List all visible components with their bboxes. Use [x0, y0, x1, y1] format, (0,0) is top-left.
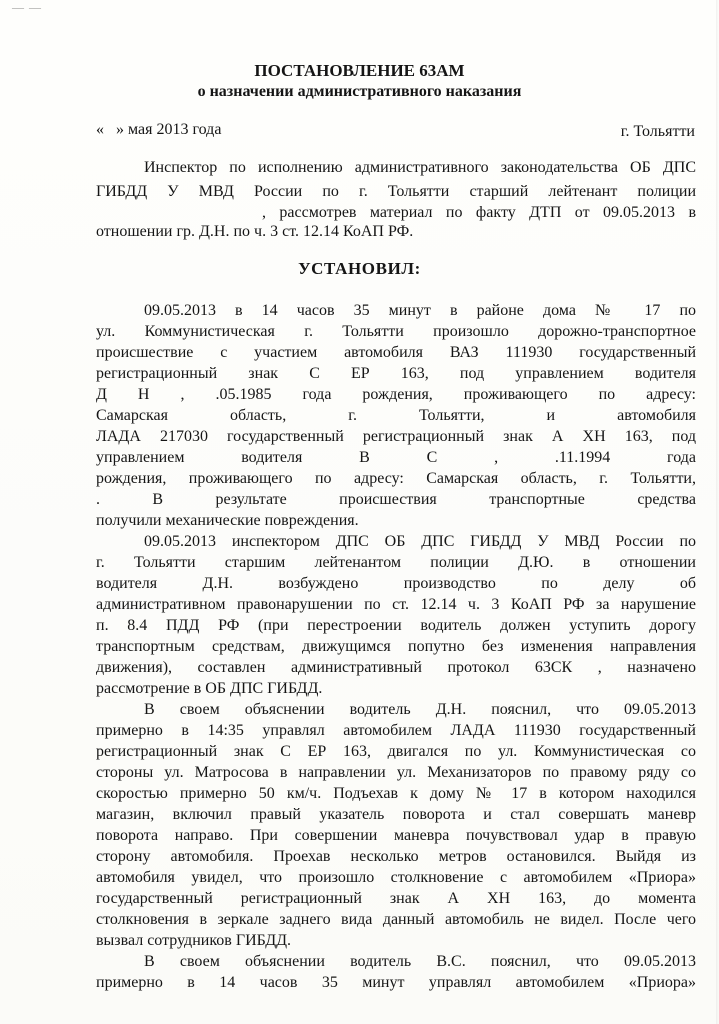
explanation2-line-2: примерно в 14 часов 35 минут управлял автомобилем «Приора» [96, 974, 696, 991]
case-line-3: водителя Д.Н. возбуждено производство по делу об [96, 575, 696, 592]
document-date: « » мая 2013 года [96, 121, 222, 138]
case-line-2: г. Тольятти старшим лейтенантом полиции Д.Ю. в отношении [96, 554, 696, 571]
intro-line-4: отношении гр. Д.Н. по ч. 3 ст. 12.14 КоАП РФ. [96, 223, 414, 240]
incident-line-7: ЛАДА 217030 государственный регистрационный знак А ХН 163, под [96, 428, 696, 445]
case-line-7: движения), составлен административный протокол 63СК , назначено [96, 659, 696, 676]
explanation1-line-3: регистрационный знак С ЕР 163, двигался по ул. Коммунистическая со [96, 743, 696, 760]
explanation1-line-1: В своем объяснении водитель Д.Н. пояснил, что 09.05.2013 [144, 701, 696, 718]
explanation1-line-10: государственный регистрационный знак А ХН 163, до момента [96, 890, 696, 907]
incident-line-9: рождения, проживающего по адресу: Самарская область, г. Тольятти, [96, 470, 696, 487]
intro-line-1: Инспектор по исполнению административного законодательства ОБ ДПС [144, 159, 696, 176]
explanation1-line-4: стороны ул. Матросова в направлении ул. Механизаторов по правому ряду со [96, 764, 696, 781]
explanation1-line-2: примерно в 14:35 управлял автомобилем ЛАДА 111930 государственный [96, 722, 696, 739]
case-line-4: административном правонарушении по ст. 12.14 ч. 3 КоАП РФ за нарушение [96, 596, 696, 613]
incident-line-3: происшествие с участием автомобиля ВАЗ 111930 государственный [96, 344, 696, 361]
incident-line-8: управлением водителя В С , .11.1994 года [96, 449, 696, 466]
incident-line-5: Д Н , .05.1985 года рождения, проживающего по адресу: [96, 386, 696, 403]
intro-line-2: ГИБДД У МВД России по г. Тольятти старший лейтенант полиции [96, 183, 696, 200]
document-city: г. Тольятти [620, 123, 695, 140]
case-line-1: 09.05.2013 инспектором ДПС ОБ ДПС ГИБДД У МВД России по [144, 533, 696, 550]
incident-line-2: ул. Коммунистическая г. Тольятти произошло дорожно-транспортное [96, 323, 696, 340]
explanation1-line-12: вызвал сотрудников ГИБДД. [96, 932, 292, 949]
explanation1-line-8: сторону автомобиля. Проехав несколько метров остановился. Выйдя из [96, 848, 696, 865]
case-line-8: рассмотрение в ОБ ДПС ГИБДД. [96, 680, 323, 697]
case-line-6: транспортным средствам, движущимся попутно без изменения направления [96, 638, 696, 655]
incident-line-4: регистрационный знак С ЕР 163, под управлением водителя [96, 365, 696, 382]
explanation1-line-6: магазин, включил правый указатель поворота и стал совершать маневр [96, 806, 696, 823]
explanation1-line-5: скоростью примерно 50 км/ч. Подъехав к дому № 17 в котором находился [96, 785, 696, 802]
explanation1-line-11: столкновения в зеркале заднего вида данный автомобиль не видел. После чего [96, 911, 696, 928]
explanation1-line-9: автомобиля увидел, что произошло столкновение с автомобилем «Приора» [96, 869, 696, 886]
explanation2-line-1: В своем объяснении водитель В.С. пояснил, что 09.05.2013 [144, 953, 696, 970]
incident-line-10: . В результате происшествия транспортные средства [96, 491, 696, 508]
document-title: ПОСТАНОВЛЕНИЕ 63АМ [254, 61, 465, 80]
case-line-5: п. 8.4 ПДД РФ (при перестроении водитель должен уступить дорогу [96, 617, 696, 634]
incident-line-1: 09.05.2013 в 14 часов 35 минут в районе дома № 17 по [144, 302, 696, 319]
established-heading: УСТАНОВИЛ: [298, 259, 421, 278]
explanation1-line-7: поворота направо. При совершении маневра почувствовал удар в правую [96, 827, 696, 844]
corner-mark: — — [12, 0, 42, 14]
document-subtitle: о назначении административного наказания [197, 83, 522, 100]
incident-line-6: Самарская область, г. Тольятти, и автомобиля [96, 407, 696, 424]
intro-line-3: , рассмотрев материал по факту ДТП от 09.05.2013 в [262, 204, 696, 221]
incident-line-11: получили механические повреждения. [96, 512, 359, 529]
